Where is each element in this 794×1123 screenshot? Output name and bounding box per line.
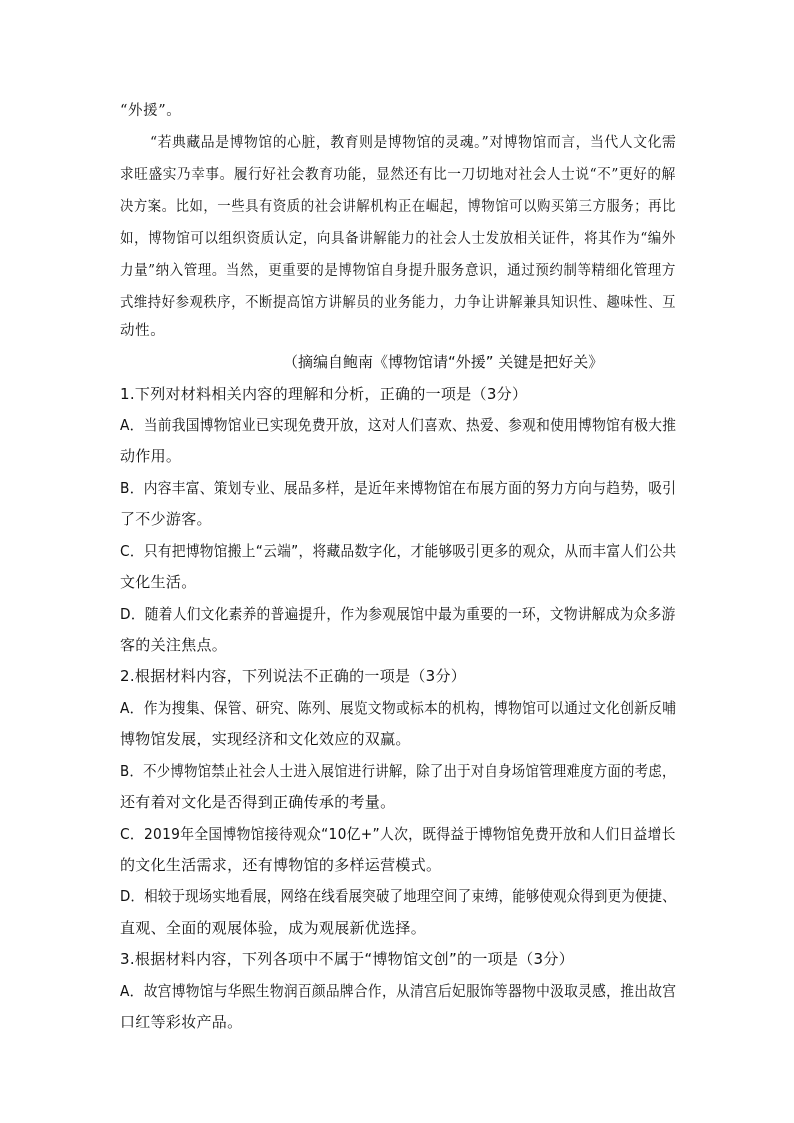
- option-line: D．相较于现场实地看展，网络在线看展突破了地理空间了束缚，能够使观众得到更为便捷、: [120, 887, 676, 905]
- option-line: 还有着对文化是否得到正确传承的考量。: [120, 793, 396, 811]
- passage-line: “外援”。: [120, 103, 182, 119]
- source-citation: （摘编自鲍南《博物馆请“外援” 关键是把好关》: [283, 353, 604, 371]
- option-line: 了不少游客。: [120, 510, 212, 528]
- option-line: B．不少博物馆禁止社会人士进入展馆进行讲解，除了出于对自身场馆管理难度方面的考虑，: [120, 762, 676, 780]
- option-line: C．只有把博物馆搬上“云端”，将藏品数字化，才能够吸引更多的观众，从而丰富人们公共: [120, 542, 677, 560]
- passage-line: 力量”纳入管理。当然，更重要的是博物馆自身提升服务意识，通过预约制等精细化管理方: [120, 263, 676, 279]
- question-stem: 2.根据材料内容，下列说法不正确的一项是（3分）: [120, 667, 467, 685]
- option-line: 直观、全面的观展体验，成为观展新优选择。: [120, 919, 427, 937]
- option-line: A．故宫博物馆与华熙生物润百颜品牌合作，从清宫后妃服饰等器物中汲取灵感，推出故宫: [120, 982, 677, 1000]
- passage-line: 式维持好参观秩序，不断提高馆方讲解员的业务能力，力争让讲解兼具知识性、趣味性、互: [120, 295, 676, 311]
- option-line: A．当前我国博物馆业已实现免费开放，这对人们喜欢、热爱、参观和使用博物馆有极大推: [120, 416, 677, 434]
- option-line: 文化生活。: [120, 573, 197, 591]
- passage-line: 如，博物馆可以组织资质认定，向具备讲解能力的社会人士发放相关证件，将其作为“编外: [120, 231, 676, 247]
- option-line: 的文化生活需求，还有博物馆的多样运营模式。: [120, 856, 442, 874]
- option-line: D．随着人们文化素养的普遍提升，作为参观展馆中最为重要的一环，文物讲解成为众多游: [120, 605, 676, 623]
- passage-line: 决方案。比如，一些具有资质的社会讲解机构正在崛起，博物馆可以购买第三方服务；再比: [120, 199, 676, 215]
- option-line: 动作用。: [120, 447, 182, 465]
- option-line: C．2019年全国博物馆接待观众“10亿+”人次，既得益于博物馆免费开放和人们日益增长: [120, 825, 676, 843]
- option-line: 口红等彩妆产品。: [120, 1013, 243, 1031]
- passage-line: 求旺盛实乃幸事。履行好社会教育功能，显然还有比一刀切地对社会人士说“不”更好的解: [120, 167, 676, 183]
- passage-line: “若典藏品是博物馆的心脏，教育则是博物馆的灵魂。”对博物馆而言，当代人文化需: [150, 135, 677, 151]
- question-stem: 3.根据材料内容，下列各项中不属于“博物馆文创”的一项是（3分）: [120, 950, 574, 968]
- passage-line: 动性。: [120, 323, 166, 339]
- option-line: 博物馆发展，实现经济和文化效应的双赢。: [120, 730, 411, 748]
- option-line: 客的关注焦点。: [120, 636, 228, 654]
- option-line: B．内容丰富、策划专业、展品多样，是近年来博物馆在布展方面的努力方向与趋势，吸引: [120, 479, 677, 497]
- option-line: A．作为搜集、保管、研究、陈列、展览文物或标本的机构，博物馆可以通过文化创新反哺: [120, 699, 677, 717]
- question-stem: 1.下列对材料相关内容的理解和分析，正确的一项是（3分）: [120, 385, 528, 403]
